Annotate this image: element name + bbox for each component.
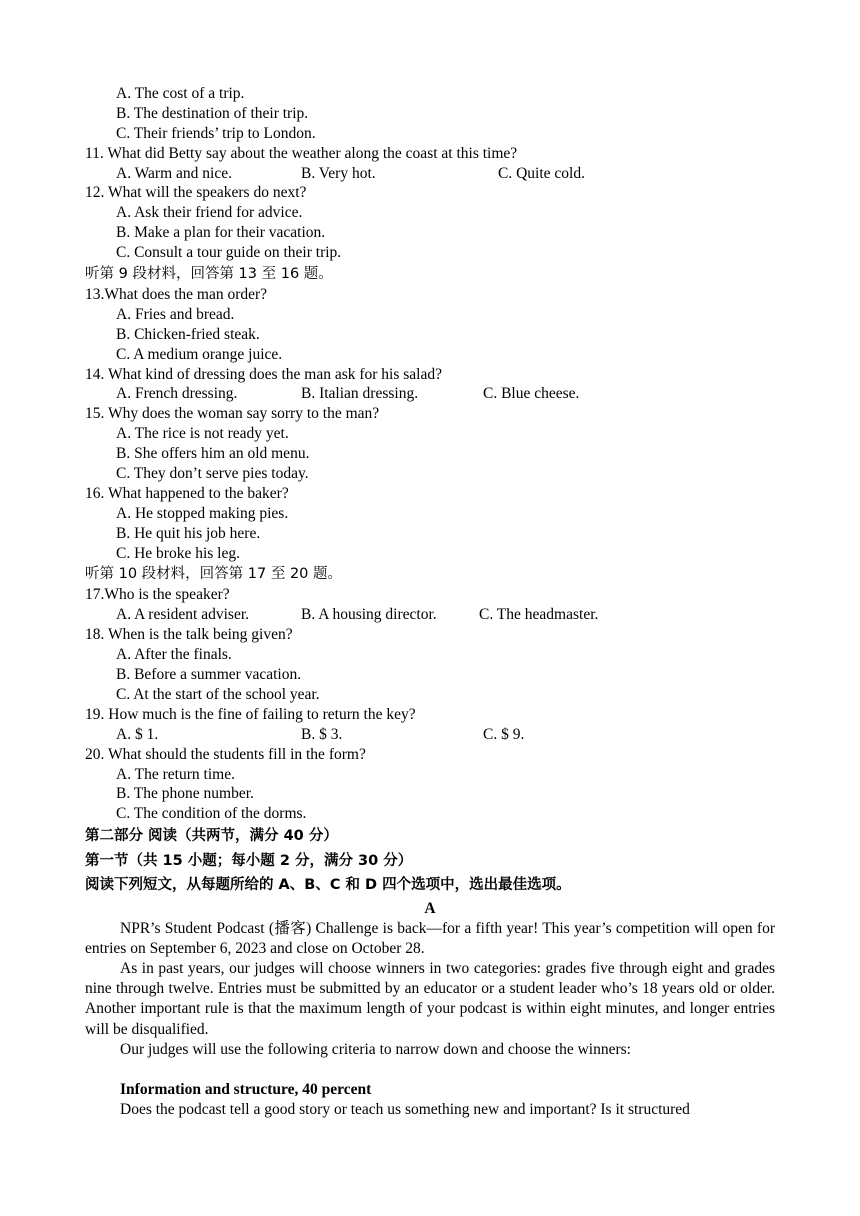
q10-option-a: A. The cost of a trip. bbox=[116, 85, 245, 102]
q15-option-b: B. She offers him an old menu. bbox=[116, 445, 310, 463]
q11-options bbox=[85, 164, 775, 184]
q13-option-a: A. Fries and bread. bbox=[116, 305, 235, 323]
q17-question: 17.Who is the speaker? bbox=[85, 586, 230, 604]
q15-option-c: C. They don’t serve pies today. bbox=[116, 465, 309, 483]
q11-option-a: A. Warm and nice. bbox=[116, 164, 232, 182]
q11-option-b: B. Very hot. bbox=[301, 164, 376, 182]
passage-paragraph: Our judges will use the following criteria to narrow down and choose the winners: bbox=[120, 1040, 631, 1058]
q16-option-c: C. He broke his leg. bbox=[116, 544, 240, 562]
q16-question: 16. What happened to the baker? bbox=[85, 484, 289, 502]
q17-option-b: B. A housing director. bbox=[301, 606, 437, 624]
q10-option-c: C. Their friends’ trip to London. bbox=[116, 124, 316, 142]
q13-option-c: C. A medium orange juice. bbox=[116, 345, 283, 363]
exam-page bbox=[85, 84, 775, 1120]
q20-option-b: B. The phone number. bbox=[116, 785, 254, 803]
q18-option-c: C. At the start of the school year. bbox=[116, 685, 320, 703]
q16-option-a: A. He stopped making pies. bbox=[116, 504, 289, 522]
q19-options bbox=[85, 725, 775, 745]
q20-question: 20. What should the students fill in the form? bbox=[85, 745, 366, 763]
part-two-title: 第二部分 阅读（共两节，满分 40 分） bbox=[85, 828, 338, 845]
q14-options bbox=[85, 384, 775, 404]
passage-label: A bbox=[424, 899, 436, 917]
q19-question: 19. How much is the fine of failing to return the key? bbox=[85, 705, 416, 723]
paragraph-gap bbox=[85, 1060, 775, 1080]
section-one-title: 第一节（共 15 小题；每小题 2 分，满分 30 分） bbox=[85, 852, 413, 869]
section-10-heading: 听第 10 段材料，回答第 17 至 20 题。 bbox=[85, 566, 343, 583]
q13-option-b: B. Chicken-fried steak. bbox=[116, 325, 260, 343]
section-9-heading: 听第 9 段材料，回答第 13 至 16 题。 bbox=[85, 266, 333, 283]
q18-option-b: B. Before a summer vacation. bbox=[116, 666, 302, 684]
q12-option-c: C. Consult a tour guide on their trip. bbox=[116, 244, 342, 262]
criteria-subheading: Information and structure, 40 percent bbox=[120, 1081, 372, 1099]
q14-option-c: C. Blue cheese. bbox=[483, 385, 580, 403]
q14-option-b: B. Italian dressing. bbox=[301, 385, 419, 403]
passage-paragraph: Does the podcast tell a good story or teach us something new and important? Is it structured bbox=[120, 1101, 690, 1119]
q19-option-a: A. $ 1. bbox=[116, 725, 159, 743]
passage-paragraph: As in past years, our judges will choose winners in two categories: grades five through eight and grades nine through twelve. Entries must be submitted by an educator or a student leader who’s 18 years old or older. Another important rule is that the maximum length of your podcast is within eight minutes, and longer entries will be disqualified. bbox=[85, 960, 775, 1038]
q12-question: 12. What will the speakers do next? bbox=[85, 184, 307, 202]
q16-option-b: B. He quit his job here. bbox=[116, 524, 261, 542]
reading-instruction: 阅读下列短文，从每题所给的 A、B、C 和 D 四个选项中，选出最佳选项。 bbox=[85, 877, 571, 894]
q15-question: 15. Why does the woman say sorry to the man? bbox=[85, 405, 380, 423]
q17-options bbox=[85, 605, 775, 625]
q20-option-a: A. The return time. bbox=[116, 765, 235, 783]
q10-option-b: B. The destination of their trip. bbox=[116, 104, 309, 122]
q19-option-c: C. $ 9. bbox=[483, 725, 525, 743]
q15-option-a: A. The rice is not ready yet. bbox=[116, 425, 289, 443]
q17-option-a: A. A resident adviser. bbox=[116, 606, 250, 624]
q17-option-c: C. The headmaster. bbox=[479, 606, 599, 624]
q20-option-c: C. The condition of the dorms. bbox=[116, 805, 307, 823]
q13-question: 13.What does the man order? bbox=[85, 286, 268, 304]
q12-option-b: B. Make a plan for their vacation. bbox=[116, 224, 326, 242]
q12-option-a: A. Ask their friend for advice. bbox=[116, 204, 303, 222]
q18-question: 18. When is the talk being given? bbox=[85, 626, 293, 644]
q11-option-c: C. Quite cold. bbox=[498, 164, 585, 182]
passage-paragraph: NPR’s Student Podcast (播客) Challenge is back—for a fifth year! This year’s competition will open for entries on September 6, 2023 and close on October 28. bbox=[85, 919, 775, 957]
q11-question: 11. What did Betty say about the weather along the coast at this time? bbox=[85, 144, 518, 162]
q19-option-b: B. $ 3. bbox=[301, 725, 343, 743]
q18-option-a: A. After the finals. bbox=[116, 646, 232, 664]
q14-question: 14. What kind of dressing does the man ask for his salad? bbox=[85, 365, 442, 383]
q14-option-a: A. French dressing. bbox=[116, 385, 238, 403]
